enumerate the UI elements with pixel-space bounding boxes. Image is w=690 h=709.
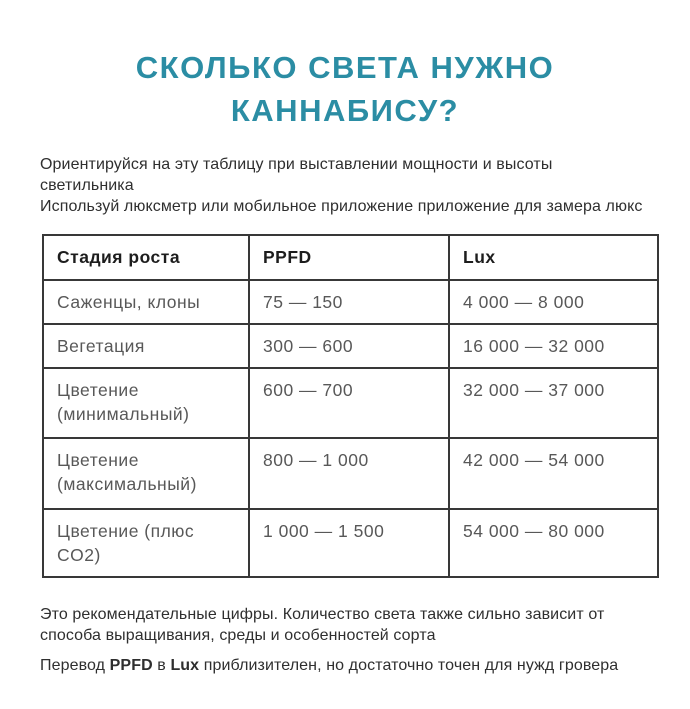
cell-lux: 32 000 — 37 000 — [449, 368, 658, 438]
cell-ppfd: 1 000 — 1 500 — [249, 509, 449, 577]
cell-stage: Цветение (минимальный) — [43, 368, 249, 438]
note-translation — [40, 655, 648, 676]
cell-lux: 4 000 — 8 000 — [449, 280, 658, 324]
page-title-line-1: СКОЛЬКО СВЕТА НУЖНО — [135, 50, 555, 85]
table-row — [43, 368, 658, 438]
header-cell-lux: Lux — [449, 235, 658, 280]
note-translation-term-ppfd: PPFD — [109, 657, 153, 674]
cell-lux: 16 000 — 32 000 — [449, 324, 658, 368]
cell-lux: 54 000 — 80 000 — [449, 509, 658, 577]
cell-stage: Саженцы, клоны — [43, 280, 249, 324]
intro-line-1: Ориентируйся на эту таблицу при выставлении мощности и высоты светильника — [40, 156, 553, 194]
header-cell-stage: Стадия роста — [43, 235, 249, 280]
page-title — [20, 46, 670, 132]
cell-stage: Цветение (плюс CO2) — [43, 509, 249, 577]
footnotes — [40, 604, 648, 676]
table-row — [43, 324, 658, 368]
cell-ppfd: 300 — 600 — [249, 324, 449, 368]
cell-lux: 42 000 — 54 000 — [449, 438, 658, 509]
cell-stage: Цветение (максимальный) — [43, 438, 249, 509]
intro-text — [40, 154, 648, 217]
note-recommendation: Это рекомендательные цифры. Количество света также сильно зависит от способа выращивания, среды и особенностей сорта — [40, 606, 605, 644]
note-translation-prefix: Перевод — [40, 657, 110, 674]
table-row — [43, 509, 658, 577]
cell-ppfd: 600 — 700 — [249, 368, 449, 438]
infographic-page — [0, 46, 690, 709]
note-translation-middle: в — [152, 657, 171, 674]
cell-ppfd: 800 — 1 000 — [249, 438, 449, 509]
table-header-row — [43, 235, 658, 280]
light-requirements-table — [42, 234, 659, 578]
intro-line-2: Используй люксметр или мобильное приложение приложение для замера люкс — [40, 198, 643, 215]
note-translation-suffix: приблизителен, но достаточно точен для нужд гровера — [199, 657, 619, 674]
note-translation-term-lux: Lux — [170, 657, 200, 674]
cell-stage: Вегетация — [43, 324, 249, 368]
page-title-line-2: КАННАБИСУ? — [230, 93, 460, 128]
header-cell-ppfd: PPFD — [249, 235, 449, 280]
table-row — [43, 280, 658, 324]
cell-ppfd: 75 — 150 — [249, 280, 449, 324]
table-row — [43, 438, 658, 509]
